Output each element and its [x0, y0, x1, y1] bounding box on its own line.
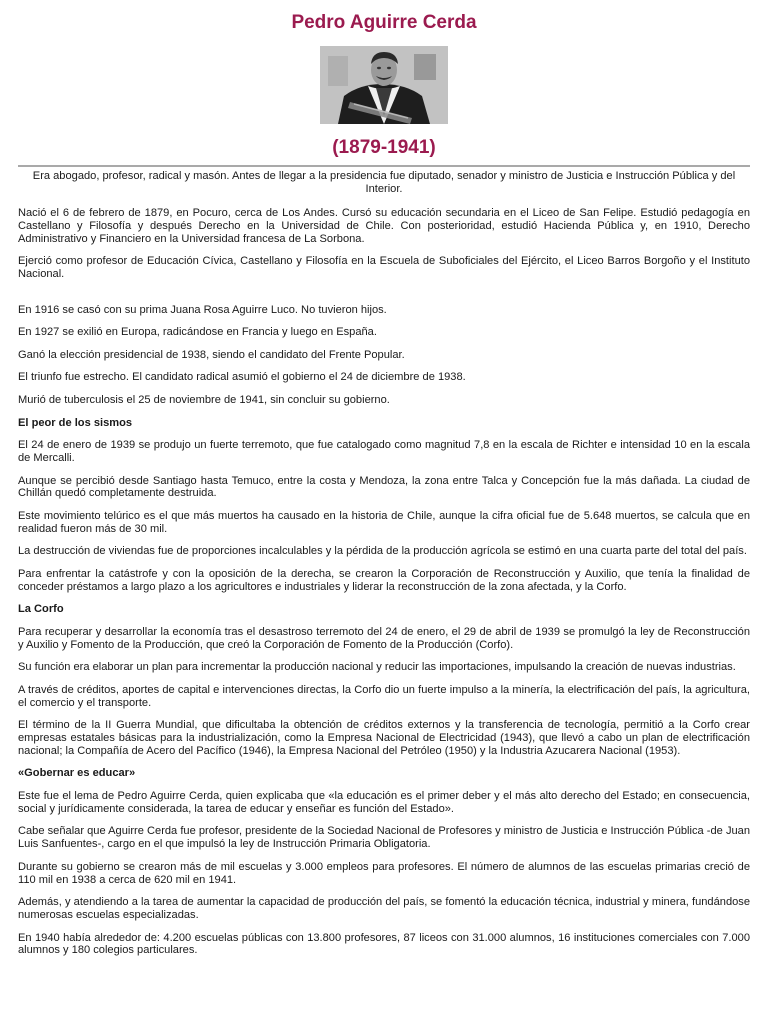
paragraph: Para recuperar y desarrollar la economía tras el desastroso terremoto del 24 de enero, el 29 de abril de 1939 se promulgó la ley de Reconstrucción y Auxilio y Fomento de la Producción, que creó la Corporación de Fomento de la Producción (Corfo).: [18, 625, 750, 651]
intro-summary: Era abogado, profesor, radical y masón. Antes de llegar a la presidencia fue diputado, senador y ministro de Justicia e Instrucción Pública y del Interior.: [32, 170, 736, 195]
paragraph: El triunfo fue estrecho. El candidato radical asumió el gobierno el 24 de diciembre de 1938.: [18, 371, 466, 384]
paragraph: A través de créditos, aportes de capital e intervenciones directas, la Corfo dio un fuerte impulso a la minería, la electrificación del país, la agricultura, el comercio y el transporte.: [18, 683, 750, 709]
paragraph: Ganó la elección presidencial de 1938, siendo el candidato del Frente Popular.: [18, 348, 405, 361]
portrait-photo: [320, 46, 448, 124]
portrait-image: [320, 46, 448, 124]
years-subtitle: (1879-1941): [332, 137, 436, 158]
section-heading: «Gobernar es educar»: [18, 767, 136, 780]
divider: [18, 165, 750, 167]
section-heading: La Corfo: [18, 603, 64, 616]
paragraph: Para enfrentar la catástrofe y con la oposición de la derecha, se crearon la Corporación de Reconstrucción y Auxilio, que tenía la finalidad de conceder préstamos a largo plazo a los agricultores e industriales y liderar la reconstrucción de la zona afectada, y la Corfo.: [18, 567, 750, 593]
paragraph: Además, y atendiendo a la tarea de aumentar la capacidad de producción del país, se fomentó la educación técnica, industrial y minera, fundándose numerosas escuelas especializadas.: [18, 896, 750, 922]
paragraph: Ejerció como profesor de Educación Cívica, Castellano y Filosofía en la Escuela de Suboficiales del Ejército, el Liceo Barros Borgoño y el Instituto Nacional.: [18, 255, 750, 280]
section-heading: El peor de los sismos: [18, 416, 133, 429]
paragraph: El término de la II Guerra Mundial, que dificultaba la obtención de créditos externos y la transferencia de tecnología, permitió a la Corfo crear empresas estatales básicas para la industrialización, como la Empresa Nacional de Electricidad (1943), que llevó a cabo un plan de electrificación nacional; la Compañía de Acero del Pacífico (1946), la Empresa Nacional del Petróleo (1950) y la Industria Azucarera Nacional (1953).: [18, 719, 750, 757]
paragraph: La destrucción de viviendas fue de proporciones incalculables y la pérdida de la producción agrícola se estimó en una cuarta parte del total del país.: [18, 545, 747, 558]
paragraph: Nació el 6 de febrero de 1879, en Pocuro, cerca de Los Andes. Cursó su educación secundaria en el Liceo de San Felipe. Estudió pedagogía en Castellano y Filosofía y después Derecho en la Universidad de Chile. Con posterioridad, estudió Hacienda Pública y, en 1910, Derecho Administrativo y Financiero en la Universidad francesa de La Sorbona.: [18, 207, 750, 245]
article-body: [18, 207, 750, 967]
paragraph: Este fue el lema de Pedro Aguirre Cerda, quien explicaba que «la educación es el primer deber y el más alto derecho del Estado; en consecuencia, social y jurídicamente considerada, la tarea de educar y enseñar es función del Estado».: [18, 790, 750, 815]
paragraph: Su función era elaborar un plan para incrementar la producción nacional y reducir las importaciones, impulsando la creación de nuevas industrias.: [18, 661, 736, 674]
paragraph: Murió de tuberculosis el 25 de noviembre de 1941, sin concluir su gobierno.: [18, 393, 390, 406]
paragraph: Este movimiento telúrico es el que más muertos ha causado en la historia de Chile, aunque la cifra oficial fue de 5.648 muertos, se calcula que en realidad fueron más de 30 mil.: [18, 509, 750, 535]
paragraph: En 1927 se exilió en Europa, radicándose en Francia y luego en España.: [18, 326, 377, 339]
paragraph: En 1916 se casó con su prima Juana Rosa Aguirre Luco. No tuvieron hijos.: [18, 303, 387, 316]
paragraph: Durante su gobierno se crearon más de mil escuelas y 3.000 empleos para profesores. El número de alumnos de las escuelas primarias creció de 110 mil en 1938 a cerca de 620 mil en 1941.: [18, 860, 750, 886]
paragraph: Aunque se percibió desde Santiago hasta Temuco, entre la costa y Mendoza, la zona entre Talca y Concepción fue la más dañada. La ciudad de Chillán quedó completamente destruida.: [18, 474, 750, 500]
paragraph: Cabe señalar que Aguirre Cerda fue profesor, presidente de la Sociedad Nacional de Profesores y ministro de Justicia e Instrucción Pública -de Juan Luis Sanfuentes-, cargo en el que impulsó la ley de Instrucción Primaria Obligatoria.: [18, 825, 750, 851]
paragraph: El 24 de enero de 1939 se produjo un fuerte terremoto, que fue catalogado como magnitud 7,8 en la escala de Richter e intensidad 10 en la escala de Mercalli.: [18, 439, 750, 464]
page-title: Pedro Aguirre Cerda: [291, 12, 477, 33]
paragraph: En 1940 había alrededor de: 4.200 escuelas públicas con 13.800 profesores, 87 liceos con 31.000 alumnos, 16 instituciones comerciales con 7.000 alumnos y 180 colegios particulares.: [18, 931, 750, 957]
